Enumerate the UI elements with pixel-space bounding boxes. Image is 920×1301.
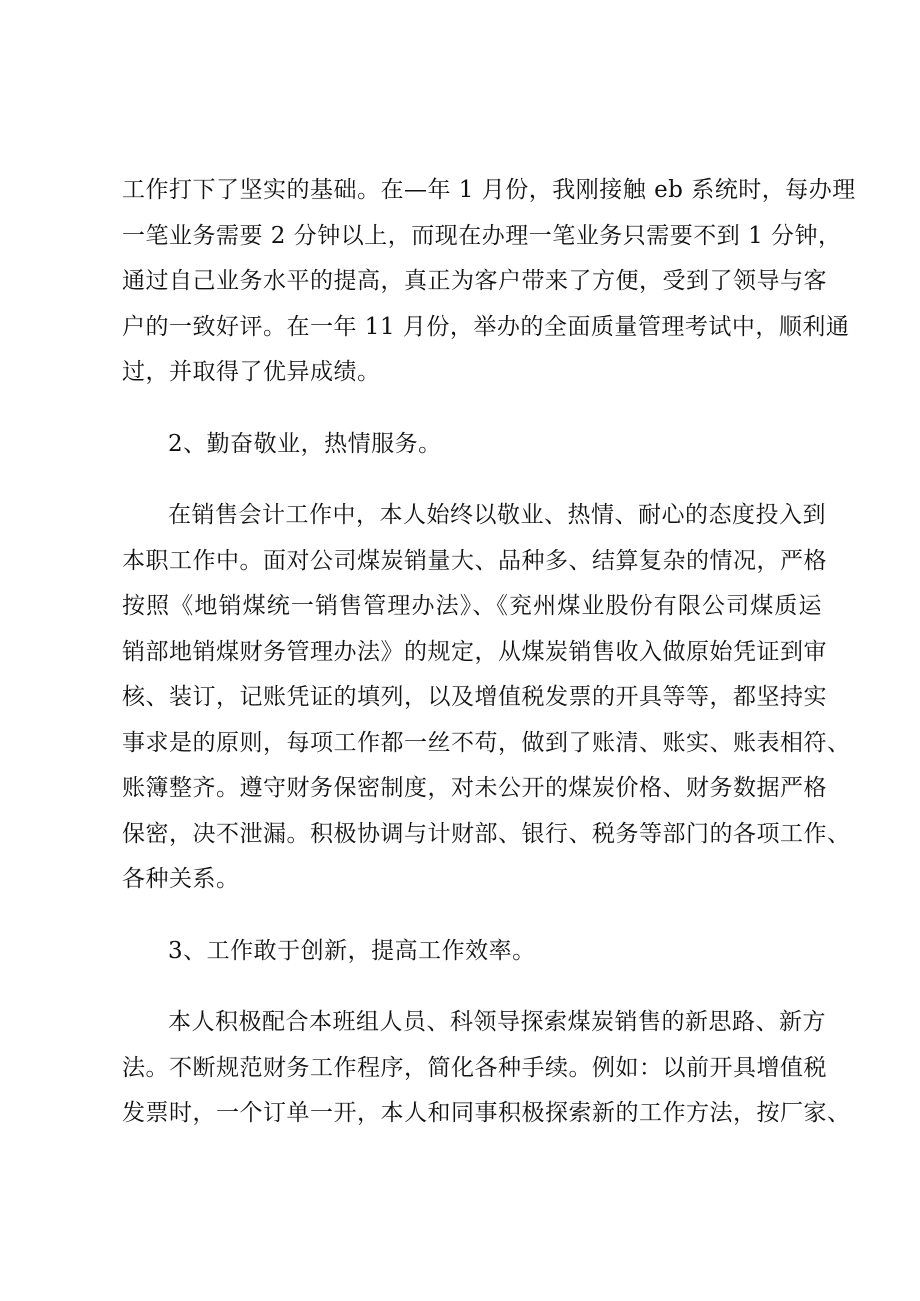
paragraph-1 <box>122 168 856 396</box>
paragraph-5 <box>122 1000 851 1137</box>
text-line: 事求是的原则，每项工作都一丝不苟，做到了账清、账实、账表相符、 <box>122 729 851 756</box>
section-heading-3 <box>122 929 822 975</box>
text-line: 在销售会计工作中，本人始终以敬业、热情、耐心的态度投入到 <box>168 502 826 528</box>
text-line: 发票时，一个订单一开，本人和同事积极探索新的工作方法，按厂家、 <box>122 1100 851 1126</box>
text-line: 本职工作中。面对公司煤炭销量大、品种多、结算复杂的情况，严格 <box>122 547 827 574</box>
text-line: 本人积极配合本班组人员、科领导探索煤炭销售的新思路、新方 <box>168 1009 826 1035</box>
text-line: 各种关系。 <box>122 866 240 892</box>
text-line: 户的一致好评。在一年 11 月份，举办的全面质量管理考试中，顺利通 <box>122 313 850 340</box>
text-line: 核、装订，记账凭证的填列，以及增值税发票的开具等等，都坚持实 <box>122 684 827 710</box>
text-line: 法。不断规范财务工作程序，简化各种手续。例如：以前开具增值税 <box>122 1054 827 1081</box>
paragraph-3 <box>122 493 851 903</box>
section-heading-2 <box>122 422 822 468</box>
heading-text: 3、工作敢于创新，提高工作效率。 <box>168 937 536 964</box>
heading-text: 2、勤奋敬业，热情服务。 <box>168 430 442 457</box>
text-line: 过，并取得了优异成绩。 <box>122 359 381 385</box>
text-line: 保密，决不泄漏。积极协调与计财部、银行、税务等部门的各项工作、 <box>122 820 851 847</box>
text-line: 工作打下了坚实的基础。在—年 1 月份，我刚接触 eb 系统时，每办理 <box>122 177 856 203</box>
text-line: 一笔业务需要 2 分钟以上，而现在办理一笔业务只需要不到 1 分钟， <box>122 222 842 249</box>
text-line: 销部地销煤财务管理办法》的规定，从煤炭销售收入做原始凭证到审 <box>122 638 827 665</box>
text-line: 按照《地销煤统一销售管理办法》、《兖州煤业股份有限公司煤质运 <box>122 593 822 619</box>
text-line: 账簿整齐。遵守财务保密制度，对未公开的煤炭价格、财务数据严格 <box>122 775 827 801</box>
document-body <box>122 168 856 1163</box>
text-line: 通过自己业务水平的提高，真正为客户带来了方便，受到了领导与客 <box>122 268 827 294</box>
